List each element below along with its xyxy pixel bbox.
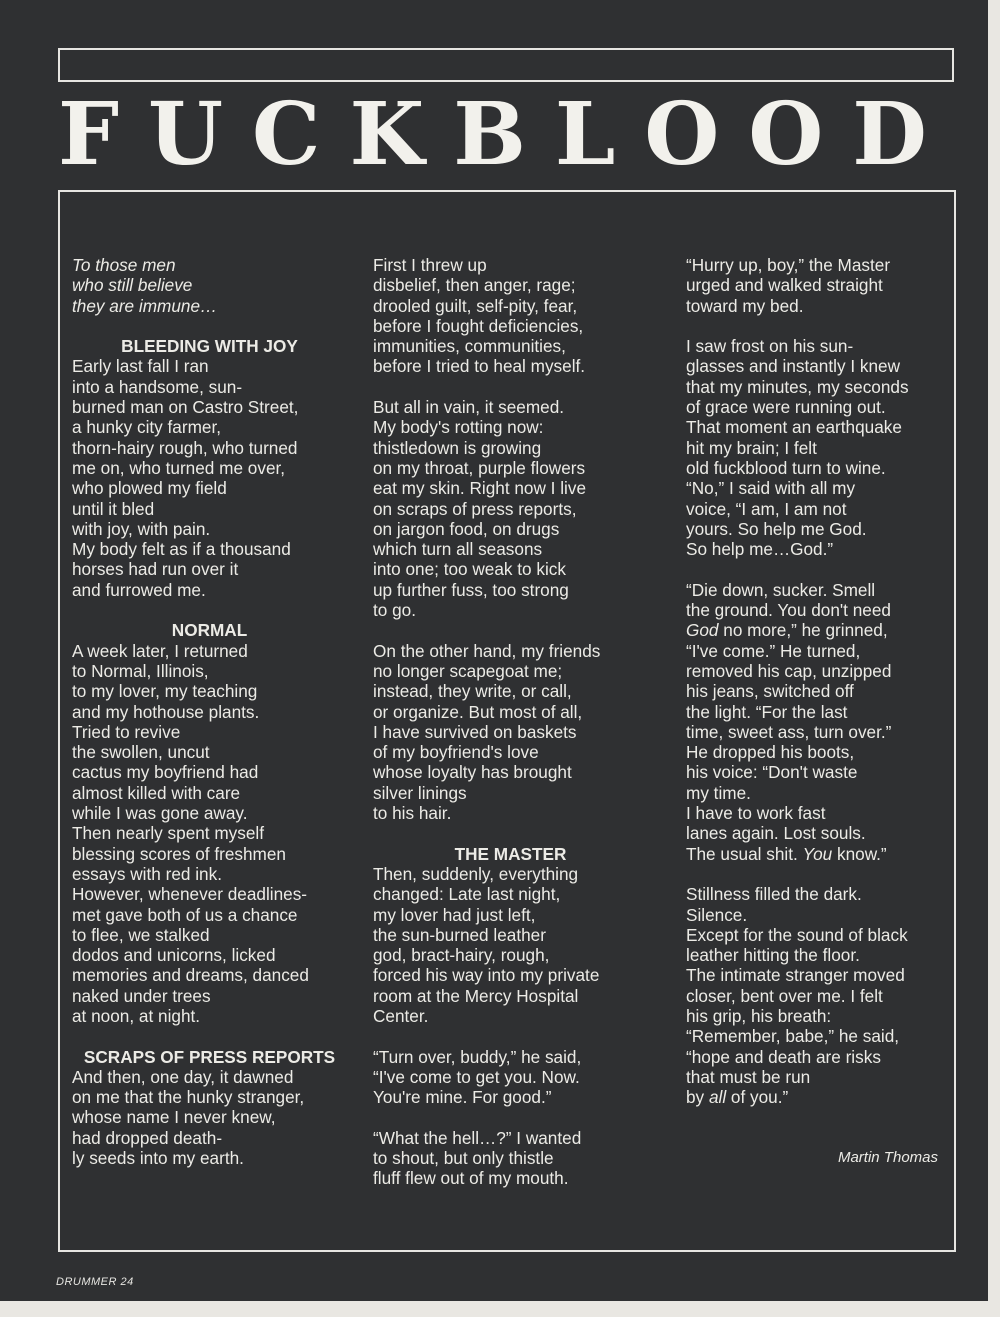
text-line: But all in vain, it seemed.: [373, 397, 565, 418]
text-line: my time.: [686, 782, 751, 803]
text-line: ly seeds into my earth.: [72, 1148, 244, 1169]
text-line: instead, they write, or call,: [373, 681, 572, 702]
text-line: hit my brain; I felt: [686, 437, 817, 458]
text-line: had dropped death-: [72, 1127, 223, 1148]
top-rule-box: [58, 48, 954, 82]
text-line: [686, 1087, 946, 1107]
text-line: to my lover, my teaching: [72, 681, 258, 702]
text-line: I have to work fast: [686, 803, 826, 824]
text-line: burned man on Castro Street,: [72, 397, 299, 418]
text-line: On the other hand, my friends: [373, 640, 601, 661]
text-line: Center.: [373, 1005, 429, 1026]
text-line: almost killed with care: [72, 782, 241, 803]
text-line: [686, 844, 946, 864]
text-line: on my throat, purple flowers: [373, 457, 586, 478]
stanza-scraps: [72, 1067, 347, 1168]
text-line: and furrowed me.: [72, 579, 206, 600]
text-line: He dropped his boots,: [686, 742, 855, 763]
stanza: [373, 255, 648, 377]
stanza: [373, 397, 648, 620]
text-line: Then, suddenly, everything: [373, 863, 579, 884]
text-line: voice, “I am, I am not: [686, 498, 847, 519]
text-line: Tried to revive: [72, 721, 181, 742]
text-line: the ground. You don't need: [686, 600, 891, 621]
text-line: “What the hell…?” I wanted: [373, 1127, 582, 1148]
column-3: [686, 255, 946, 1168]
text-line: his voice: “Don't waste: [686, 762, 858, 783]
text-line: glasses and instantly I knew: [686, 356, 901, 377]
text-line: “hope and death are risks: [686, 1046, 881, 1067]
text-line: time, sweet ass, turn over.”: [686, 721, 892, 742]
text-line: removed his cap, unzipped: [686, 660, 892, 681]
text-line: of my boyfriend's love: [373, 742, 539, 763]
text-line: Stillness filled the dark.: [686, 884, 862, 905]
text-line: up further fuss, too strong: [373, 579, 569, 600]
text-line: “I've come.” He turned,: [686, 640, 861, 661]
text-line: into one; too weak to kick: [373, 559, 566, 580]
text-line: of grace were running out.: [686, 397, 886, 418]
text-line: horses had run over it: [72, 559, 239, 580]
text-line: old fuckblood turn to wine.: [686, 457, 886, 478]
text-line: that my minutes, my seconds: [686, 376, 909, 397]
text-line: “Remember, babe,” he said,: [686, 1026, 900, 1047]
section-heading-normal: NORMAL: [171, 620, 248, 641]
text-line: thistledown is growing: [373, 437, 542, 458]
text-line: memories and dreams, danced: [72, 965, 309, 986]
text-line: “I've come to get you. Now.: [373, 1066, 580, 1087]
text-line: who plowed my field: [72, 478, 227, 499]
text-line: that must be run: [686, 1066, 811, 1087]
text-line: forced his way into my private: [373, 965, 600, 986]
stanza: [686, 336, 946, 559]
text-line: closer, bent over me. I felt: [686, 985, 883, 1006]
text-line: However, whenever deadlines-: [72, 884, 308, 905]
text-line: cactus my boyfriend had: [72, 762, 259, 783]
text-line: the sun-burned leather: [373, 924, 546, 945]
text-line: the swollen, uncut: [72, 742, 210, 763]
stanza: [686, 884, 946, 1087]
text-line: immunities, communities,: [373, 336, 566, 357]
text-line: “Hurry up, boy,” the Master: [686, 255, 891, 275]
text-line: blessing scores of freshmen: [72, 843, 286, 864]
text-line: “No,” I said with all my: [686, 478, 856, 499]
text-line: lanes again. Lost souls.: [686, 823, 866, 844]
text-line: into a handsome, sun-: [72, 376, 243, 397]
text-line: The intimate stranger moved: [686, 965, 905, 986]
page-title: FUCKBLOOD: [58, 84, 956, 185]
stanza: [686, 641, 946, 844]
text-line: dodos and unicorns, licked: [72, 945, 276, 966]
text-line: changed: Late last night,: [373, 884, 561, 905]
text-line: My body felt as if a thousand: [72, 539, 291, 560]
section-heading-master: THE MASTER: [454, 843, 567, 864]
paper-edge-bottom: [0, 1301, 1000, 1317]
stanza: [373, 1128, 648, 1189]
section-heading-scraps: SCRAPS OF PRESS REPORTS: [83, 1046, 336, 1067]
text-line: my lover had just left,: [373, 904, 536, 925]
text-line: on me that the hunky stranger,: [72, 1087, 305, 1108]
text-line: to Normal, Illinois,: [72, 660, 209, 681]
text-line: “Turn over, buddy,” he said,: [373, 1046, 582, 1067]
text-line: no longer scapegoat me;: [373, 660, 563, 681]
text-line: urged and walked straight: [686, 275, 883, 296]
text-line: to go.: [373, 600, 417, 621]
text-line: his grip, his breath:: [686, 1005, 832, 1026]
text-line: or organize. But most of all,: [373, 701, 583, 722]
text-line: fluff flew out of my mouth.: [373, 1168, 569, 1189]
stanza-master: [373, 864, 648, 1026]
text-line: before I tried to heal myself.: [373, 356, 586, 377]
text-line: whose loyalty has brought: [373, 762, 572, 783]
text-line: and my hothouse plants.: [72, 701, 260, 722]
text-line: while I was gone away.: [72, 803, 248, 824]
text-fragment: by: [686, 1087, 709, 1108]
text-line: You're mine. For good.”: [373, 1087, 552, 1108]
text-line: [686, 620, 946, 640]
text-line: “Die down, sucker. Smell: [686, 579, 876, 600]
text-line: to flee, we stalked: [72, 924, 210, 945]
column-2: [373, 255, 648, 1189]
emphasis: God: [686, 620, 719, 641]
dedication-line: To those men: [72, 255, 176, 275]
text-line: Silence.: [686, 904, 748, 925]
text-line: god, bract-hairy, rough,: [373, 945, 550, 966]
text-fragment: of you.”: [726, 1087, 789, 1108]
paper-edge: [988, 0, 1000, 1317]
text-line: Early last fall I ran: [72, 356, 209, 377]
emphasis: all: [708, 1087, 727, 1108]
text-line: which turn all seasons: [373, 539, 543, 560]
text-line: My body's rotting now:: [373, 417, 544, 438]
text-line: to shout, but only thistle: [373, 1148, 554, 1169]
text-line: whose name I never knew,: [72, 1107, 276, 1128]
stanza-bleeding: [72, 356, 347, 600]
text-line: until it bled: [72, 498, 155, 519]
text-line: room at the Mercy Hospital: [373, 985, 579, 1006]
text-line: a hunky city farmer,: [72, 417, 222, 438]
text-line: A week later, I returned: [72, 640, 248, 661]
text-line: met gave both of us a chance: [72, 904, 298, 925]
text-line: I saw frost on his sun-: [686, 336, 854, 357]
text-line: leather hitting the floor.: [686, 945, 860, 966]
text-line: his jeans, switched off: [686, 681, 854, 702]
text-line: eat my skin. Right now I live: [373, 478, 587, 499]
text-line: thorn-hairy rough, who turned: [72, 437, 298, 458]
text-line: Except for the sound of black: [686, 924, 908, 945]
text-line: on jargon food, on drugs: [373, 518, 560, 539]
text-line: with joy, with pain.: [72, 518, 211, 539]
section-heading-bleeding: BLEEDING WITH JOY: [121, 336, 298, 357]
text-fragment: The usual shit.: [686, 843, 803, 864]
text-line: That moment an earthquake: [686, 417, 902, 438]
author-signature: Martin Thomas: [837, 1149, 938, 1167]
text-line: at noon, at night.: [72, 1005, 201, 1026]
text-line: And then, one day, it dawned: [72, 1066, 294, 1087]
text-line: me on, who turned me over,: [72, 457, 286, 478]
stanza: [373, 641, 648, 824]
text-fragment: no more,” he grinned,: [718, 620, 888, 641]
text-line: First I threw up: [373, 255, 487, 275]
text-line: naked under trees: [72, 985, 211, 1006]
text-line: Then nearly spent myself: [72, 823, 265, 844]
text-line: I have survived on baskets: [373, 721, 577, 742]
stanza: [686, 255, 946, 316]
text-fragment: know.”: [832, 843, 887, 864]
text-line: yours. So help me God.: [686, 518, 867, 539]
text-line: toward my bed.: [686, 295, 804, 316]
text-line: disbelief, then anger, rage;: [373, 275, 576, 296]
column-1: [72, 255, 347, 1168]
stanza: [373, 1047, 648, 1108]
text-line: silver linings: [373, 782, 467, 803]
emphasis: You: [802, 843, 833, 864]
text-line: before I fought deficiencies,: [373, 315, 584, 336]
text-line: to his hair.: [373, 803, 452, 824]
text-line: drooled guilt, self-pity, fear,: [373, 295, 578, 316]
text-line: the light. “For the last: [686, 701, 848, 722]
dedication-line: who still believe: [72, 275, 193, 296]
dedication-line: they are immune…: [72, 295, 218, 316]
text-line: essays with red ink.: [72, 863, 222, 884]
text-line: on scraps of press reports,: [373, 498, 577, 519]
stanza-normal: [72, 641, 347, 1027]
page-footer: DRUMMER 24: [56, 1276, 134, 1288]
text-line: So help me…God.”: [686, 539, 834, 560]
